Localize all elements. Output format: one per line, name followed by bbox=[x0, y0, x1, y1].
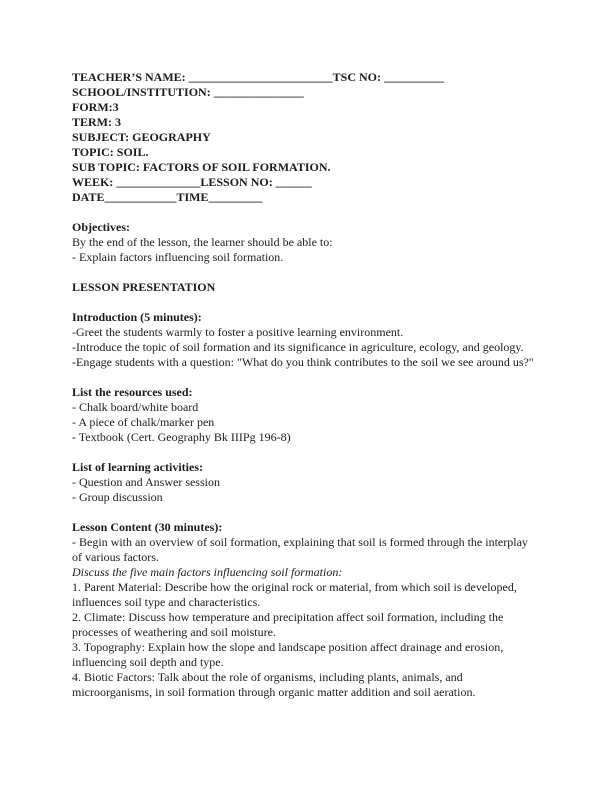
lesson-content-heading: Lesson Content (30 minutes): bbox=[72, 520, 223, 534]
lesson-content-section bbox=[72, 520, 546, 700]
lesson-content-line: of various factors. bbox=[72, 550, 159, 564]
header-block bbox=[72, 70, 546, 205]
activities-line: - Question and Answer session bbox=[72, 475, 220, 489]
factor-line-parent-material-cont: influences soil type and characteristics. bbox=[72, 595, 261, 609]
topic-line: TOPIC: SOIL. bbox=[72, 145, 149, 159]
lesson-content-italic-line: Discuss the five main factors influencing soil formation: bbox=[72, 565, 343, 579]
introduction-section bbox=[72, 310, 546, 370]
resources-line: - Textbook (Cert. Geography Bk IIIPg 196-8) bbox=[72, 430, 291, 444]
objectives-heading: Objectives: bbox=[72, 220, 130, 234]
teacher-name-tsc-line: TEACHER’S NAME: ________________________TSC NO: __________ bbox=[72, 70, 445, 84]
date-time-line: DATE____________TIME_________ bbox=[72, 190, 263, 204]
form-line: FORM:3 bbox=[72, 100, 119, 114]
factor-line-climate-cont: processes of weathering and soil moisture. bbox=[72, 625, 276, 639]
activities-line: - Group discussion bbox=[72, 490, 163, 504]
activities-section bbox=[72, 460, 546, 505]
resources-line: - Chalk board/white board bbox=[72, 400, 199, 414]
objectives-section bbox=[72, 220, 546, 265]
objectives-line: By the end of the lesson, the learner should be able to: bbox=[72, 235, 333, 249]
introduction-heading: Introduction (5 minutes): bbox=[72, 310, 202, 324]
week-lesson-no-line: WEEK: ______________LESSON NO: ______ bbox=[72, 175, 312, 189]
factor-line-topography-cont: influencing soil depth and type. bbox=[72, 655, 224, 669]
lesson-presentation-heading: LESSON PRESENTATION bbox=[72, 280, 216, 294]
activities-heading: List of learning activities: bbox=[72, 460, 203, 474]
introduction-line: -Introduce the topic of soil formation and its significance in agriculture, ecology, and geology. bbox=[72, 340, 524, 354]
objectives-line: - Explain factors influencing soil formation. bbox=[72, 250, 284, 264]
subtopic-line: SUB TOPIC: FACTORS OF SOIL FORMATION. bbox=[72, 160, 331, 174]
lesson-presentation-section bbox=[72, 280, 546, 295]
resources-section bbox=[72, 385, 546, 445]
introduction-line: -Greet the students warmly to foster a positive learning environment. bbox=[72, 325, 404, 339]
lesson-content-line: - Begin with an overview of soil formation, explaining that soil is formed through the interplay bbox=[72, 535, 528, 549]
factor-line-topography: 3. Topography: Explain how the slope and landscape position affect drainage and erosion, bbox=[72, 640, 504, 654]
factor-line-climate: 2. Climate: Discuss how temperature and precipitation affect soil formation, including the bbox=[72, 610, 504, 624]
subject-line: SUBJECT: GEOGRAPHY bbox=[72, 130, 211, 144]
resources-heading: List the resources used: bbox=[72, 385, 193, 399]
factor-line-biotic: 4. Biotic Factors: Talk about the role of organisms, including plants, animals, and bbox=[72, 670, 463, 684]
factor-line-parent-material: 1. Parent Material: Describe how the original rock or material, from which soil is developed, bbox=[72, 580, 517, 594]
introduction-line: -Engage students with a question: "What do you think contributes to the soil we see around us?" bbox=[72, 355, 534, 369]
resources-line: - A piece of chalk/marker pen bbox=[72, 415, 215, 429]
factor-line-biotic-cont: microorganisms, in soil formation through organic matter addition and soil aeration. bbox=[72, 685, 476, 699]
term-line: TERM: 3 bbox=[72, 115, 121, 129]
school-institution-line: SCHOOL/INSTITUTION: _______________ bbox=[72, 85, 304, 99]
